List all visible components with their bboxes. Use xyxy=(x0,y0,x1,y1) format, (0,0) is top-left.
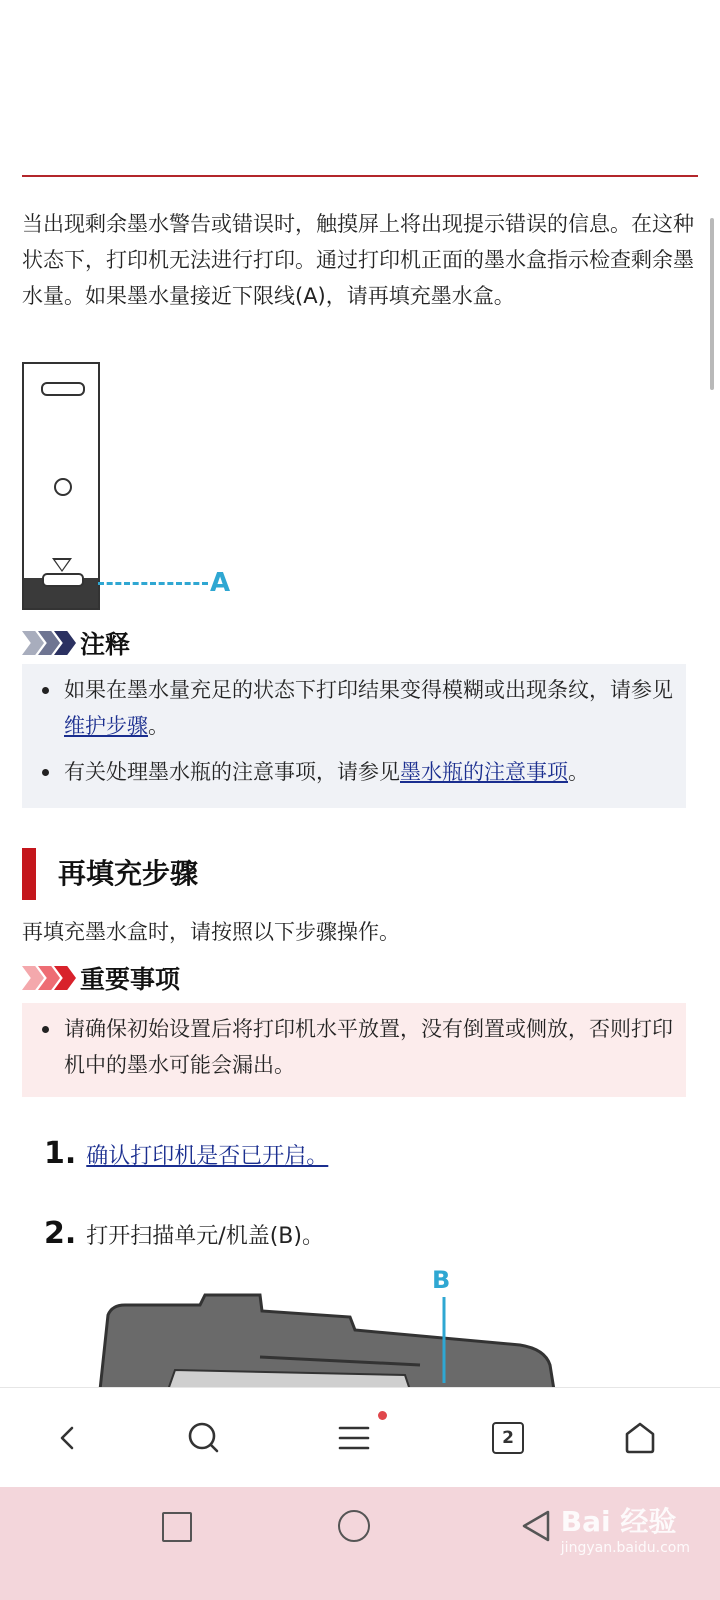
back-icon[interactable] xyxy=(40,1410,96,1466)
watermark-url: jingyan.baidu.com xyxy=(560,1540,690,1556)
step-1 xyxy=(44,1136,328,1175)
section-title: 再填充步骤 xyxy=(58,857,199,890)
note-item-text-end: 。 xyxy=(148,714,169,738)
important-item-text: 请确保初始设置后将打印机水平放置，没有倒置或侧放，否则打印机中的墨水可能会漏出。 xyxy=(64,1017,673,1077)
watermark-brand: Bai 经验 xyxy=(560,1505,677,1538)
recent-apps-icon[interactable] xyxy=(162,1512,192,1542)
important-heading xyxy=(22,960,180,996)
note-item xyxy=(44,754,674,790)
tank-lower-limit-mark xyxy=(42,573,84,587)
tab-count: 2 xyxy=(492,1422,524,1454)
important-heading-label: 重要事项 xyxy=(80,965,181,994)
note-box xyxy=(22,664,686,808)
tank-slot xyxy=(41,382,85,396)
step-number: 2. xyxy=(44,1216,77,1251)
step-number: 1. xyxy=(44,1136,77,1171)
search-icon[interactable] xyxy=(176,1410,232,1466)
note-heading-label: 注释 xyxy=(80,630,131,659)
triangle-inner xyxy=(55,560,69,570)
maintenance-steps-link[interactable]: 维护步骤 xyxy=(64,714,148,738)
browser-toolbar xyxy=(0,1387,720,1488)
figure-label-a: A xyxy=(210,568,231,598)
lower-limit-leader-line xyxy=(98,582,208,585)
note-item-text: 如果在墨水量充足的状态下打印结果变得模糊或出现条纹，请参见 xyxy=(64,678,673,702)
figure-label-b: B xyxy=(432,1266,451,1294)
step-2 xyxy=(44,1216,324,1255)
tabs-icon[interactable] xyxy=(480,1410,536,1466)
ink-tank-figure xyxy=(22,362,100,610)
step-text: 打开扫描单元/机盖(B)。 xyxy=(86,1224,324,1249)
back-triangle-icon[interactable] xyxy=(520,1509,552,1543)
check-printer-on-link[interactable]: 确认打印机是否已开启。 xyxy=(86,1144,329,1169)
note-item xyxy=(44,672,674,744)
section-intro: 再填充墨水盒时，请按照以下步骤操作。 xyxy=(22,920,400,944)
note-item-text-end: 。 xyxy=(568,760,589,784)
home-icon[interactable] xyxy=(612,1410,668,1466)
ink-bottle-precautions-link[interactable]: 墨水瓶的注意事项 xyxy=(400,760,568,784)
important-item xyxy=(44,1011,680,1083)
menu-icon[interactable] xyxy=(326,1410,382,1466)
baidu-watermark xyxy=(561,1500,690,1556)
section-accent-bar xyxy=(22,848,36,900)
note-chevrons-icon xyxy=(22,631,70,655)
scrollbar[interactable] xyxy=(710,218,714,390)
menu-notification-badge xyxy=(378,1411,387,1420)
tank-hole xyxy=(54,478,72,496)
important-box xyxy=(22,1003,686,1097)
printer-illustration xyxy=(0,1265,720,1390)
note-item-text: 有关处理墨水瓶的注意事项，请参见 xyxy=(64,760,400,784)
home-circle-icon[interactable] xyxy=(338,1510,370,1542)
blank-header-area xyxy=(0,0,720,176)
note-heading xyxy=(22,625,130,661)
intro-paragraph: 当出现剩余墨水警告或错误时，触摸屏上将出现提示错误的信息。在这种状态下，打印机无法进行打印。通过打印机正面的墨水盒指示检查剩余墨水量。如果墨水量接近下限线(A)，请再填充墨水盒。 xyxy=(22,212,694,308)
section-divider xyxy=(22,175,698,177)
important-chevrons-icon xyxy=(22,966,70,990)
